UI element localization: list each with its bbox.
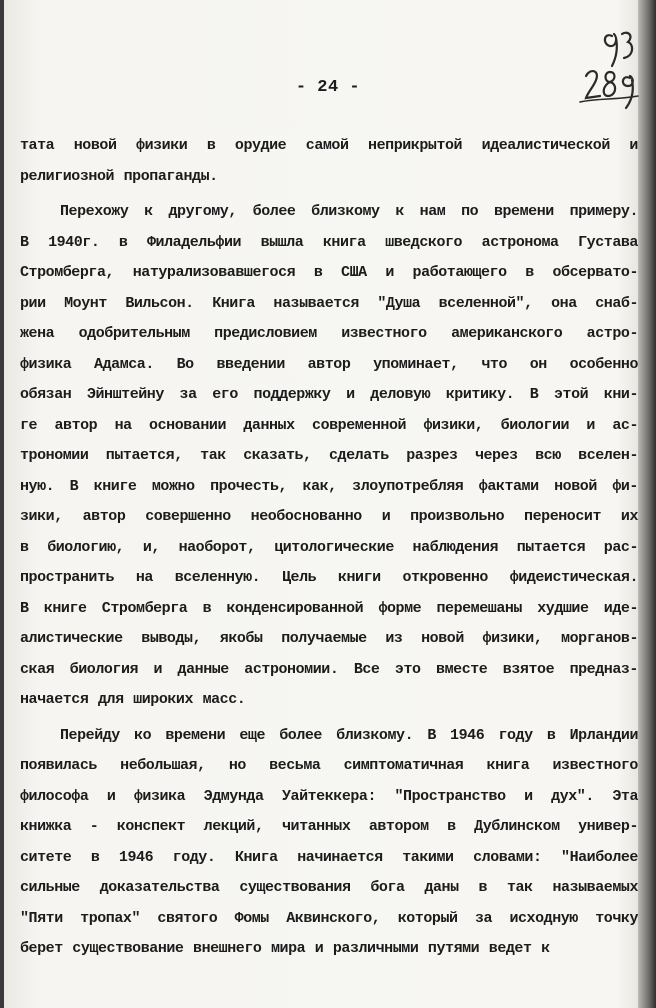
scan-edge-left bbox=[0, 0, 4, 1008]
text-line: философа и физика Эдмунда Уайтеккера: "Пространство и дух". Эта bbox=[20, 787, 638, 805]
text-line: появилась небольшая, но весьма симптоматичная книга известного bbox=[20, 757, 638, 774]
text-line: В книге Стромберга в конденсированной форме перемешаны худшие иде- bbox=[20, 599, 638, 617]
text-line: физика Адамса. Во введении автор упоминает, что он особенно bbox=[20, 355, 638, 373]
text-line: ситете в 1946 году. Книга начинается такими словами: "Наиболее bbox=[20, 848, 638, 866]
text-line: Перехожу к другому, более близкому к нам по времени примеру. bbox=[60, 203, 638, 220]
text-line: ге автор на основании данных современной физики, биологии и ас- bbox=[20, 416, 638, 434]
text-line: зики, автор совершенно необоснованно и произвольно переносит их bbox=[20, 508, 638, 525]
text-line: рии Моунт Вильсон. Книга называется "Душа вселенной", она снаб- bbox=[20, 294, 638, 312]
text-line: начается для широких масс. bbox=[20, 691, 246, 708]
text-line: сильные доказательства существования бога даны в так называемых bbox=[20, 879, 638, 896]
text-line: тата новой физики в орудие самой неприкрытой идеалистической и bbox=[20, 137, 638, 154]
text-line: трономии пытается, так сказать, сделать разрез через всю вселен- bbox=[20, 447, 638, 464]
paragraph bbox=[20, 131, 638, 192]
text-line: берет существование внешнего мира и различными путями ведет к bbox=[20, 940, 550, 957]
text-line: пространить на вселенную. Цель книги откровенно фидеистическая. bbox=[20, 569, 638, 586]
text-line: книжка - конспект лекций, читанных автором в Дублинском универ- bbox=[20, 818, 638, 835]
text-line: религиозной пропаганды. bbox=[20, 167, 218, 185]
scan-edge-right bbox=[638, 0, 656, 1008]
document-body bbox=[20, 131, 638, 965]
text-line: "Пяти тропах" святого Фомы Аквинского, который за исходную точку bbox=[20, 909, 638, 927]
paragraph bbox=[20, 721, 638, 965]
text-line: ская биология и данные астрономии. Все это вместе взятое предназ- bbox=[20, 660, 638, 678]
text-line: В 1940г. в Филадельфии вышла книга шведского астронома Густава bbox=[20, 233, 638, 251]
text-line: жена одобрительным предисловием известного американского астро- bbox=[20, 325, 638, 342]
text-line: Стромберга, натурализовавшегося в США и работающего в обсервато- bbox=[20, 264, 638, 281]
page-number: - 24 - bbox=[295, 78, 361, 97]
text-line: обязан Эйнштейну за его поддержку и деловую критику. В этой кни- bbox=[20, 386, 638, 403]
text-line: Перейду ко времени еще более близкому. В 1946 году в Ирландии bbox=[60, 726, 638, 744]
text-line: алистические выводы, якобы получаемые из новой физики, морганов- bbox=[20, 630, 638, 647]
text-line: ную. В книге можно прочесть, как, злоупотребляя фактами новой фи- bbox=[20, 477, 638, 495]
text-line: в биологию, и, наоборот, цитологические наблюдения пытается рас- bbox=[20, 538, 638, 556]
paragraph bbox=[20, 197, 638, 716]
